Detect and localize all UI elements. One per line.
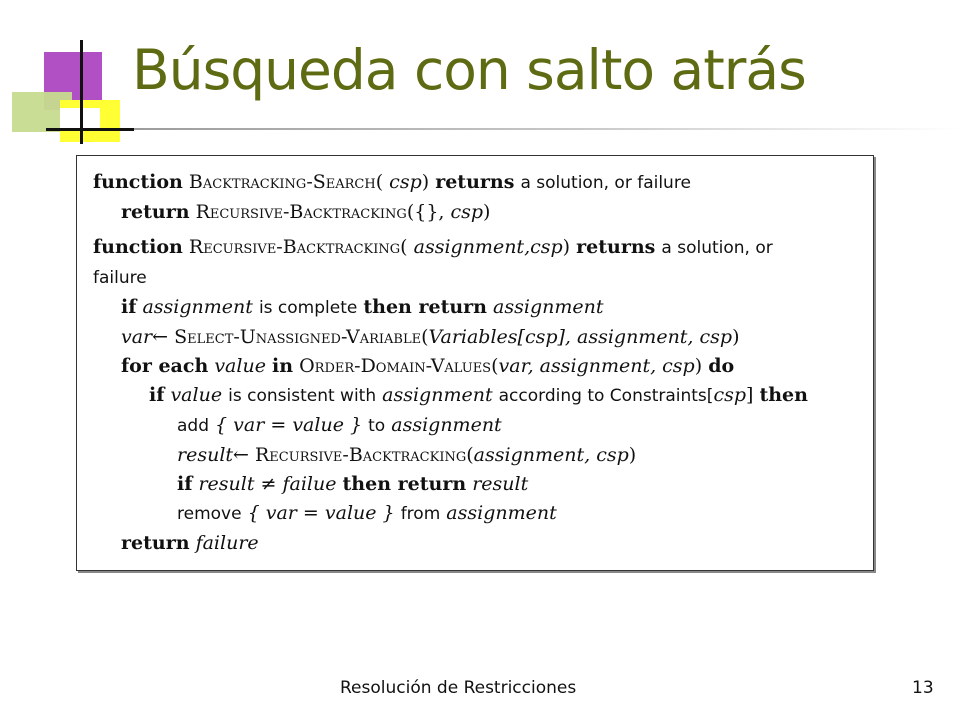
keyword: returns [435,171,515,193]
paren: ( [491,355,499,377]
variable: result [472,473,529,495]
paren: ) [421,171,430,193]
variable: csp [713,384,746,406]
argument: assignment,csp [413,236,563,258]
algorithm-body [93,168,857,558]
algo-line-3 [93,233,857,263]
paren: ) [694,355,703,377]
algo-line-12 [93,499,857,529]
keyword: return [121,201,190,223]
bracket: ] [746,384,754,406]
algorithm-box [76,155,874,571]
algo-line-13 [93,529,857,558]
function-name: Recursive-Backtracking [188,236,401,258]
args: ({}, [406,201,451,223]
function-name: Recursive-Backtracking [195,201,407,223]
text: to [368,416,386,436]
expression: result ≠ failue [198,473,337,495]
slide-title: Búsqueda con salto atrás [132,38,806,102]
keyword: do [708,355,735,377]
keyword: then return [363,296,487,318]
variable: assignment [391,414,502,436]
variable: assignment [382,384,493,406]
keyword: return [121,532,190,554]
variable: var [121,326,153,348]
paren: ( [400,236,408,258]
variable: result [177,444,234,466]
keyword: if [177,473,193,495]
return-desc: a solution, or failure [520,173,691,193]
argument: var, assignment, csp [498,355,695,377]
variable: assignment [142,296,253,318]
variable: value [214,355,266,377]
return-desc: failure [93,268,147,288]
algo-line-10 [93,441,857,470]
arrow: ← [233,444,249,466]
footer-text: Resolución de Restricciones [340,678,577,698]
text: according to Constraints[ [498,386,714,406]
algo-line-9 [93,411,857,441]
argument: csp [450,201,484,223]
arrow: ← [152,326,169,348]
keyword: if [149,384,165,406]
title-underline [134,128,960,130]
text: is complete [258,298,358,318]
algo-line-11 [93,470,857,499]
paren: ( [375,171,384,193]
argument: csp [389,171,422,193]
keyword: then [759,384,808,406]
algo-line-6 [93,323,857,352]
algo-line-7 [93,352,857,381]
paren: ) [562,236,571,258]
keyword: function [93,236,183,258]
algo-line-2 [93,198,857,227]
algo-line-8 [93,381,857,411]
paren: ) [483,201,491,223]
return-desc: a solution, or [661,238,773,258]
text: is consistent with [228,386,377,406]
expression: { var = value } [247,502,395,524]
paren: ) [628,444,637,466]
algo-line-5 [93,293,857,323]
text: add [177,416,209,436]
text: from [400,504,441,524]
function-name: Order-Domain-Values [299,355,492,377]
page-number: 13 [912,678,934,698]
variable: value [170,384,223,406]
algo-line-4 [93,263,857,293]
keyword: for each [121,355,209,377]
variable: assignment [446,502,557,524]
function-name: Select-Unassigned-Variable [174,326,422,348]
paren: ) [732,326,740,348]
expression: { var = value } [215,414,363,436]
paren: ( [421,326,429,348]
argument: Variables[csp], assignment, csp [428,326,733,348]
keyword: returns [576,236,656,258]
decor-horizontal-line [46,128,134,131]
keyword: then return [342,473,467,495]
function-name: Backtracking-Search [188,171,376,193]
keyword: if [121,296,137,318]
function-name: Recursive-Backtracking [255,444,467,466]
paren: ( [466,444,474,466]
keyword: function [93,171,183,193]
keyword: in [271,355,294,377]
algo-line-1 [93,168,857,198]
variable: failure [195,532,259,554]
argument: assignment, csp [473,444,629,466]
text: remove [177,504,242,524]
variable: assignment [493,296,604,318]
